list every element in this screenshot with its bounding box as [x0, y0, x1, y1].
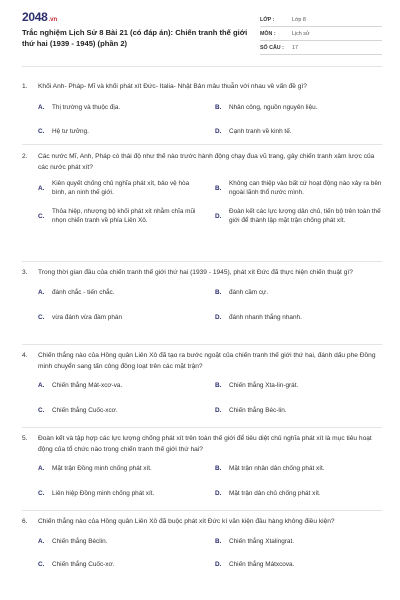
option-letter: D. — [215, 407, 222, 414]
option-letter: C. — [38, 127, 45, 135]
option-text: Mặt trận nhân dân chống phát xít. — [229, 465, 325, 472]
meta-key: LỚP : — [260, 16, 275, 23]
option-b[interactable] — [215, 103, 382, 112]
option-a[interactable] — [38, 103, 205, 112]
question-divider — [22, 144, 382, 145]
option-a[interactable] — [38, 179, 205, 197]
meta-value: 17 — [292, 44, 298, 51]
document-header — [22, 0, 382, 62]
option-letter: C. — [38, 407, 45, 414]
logo-name: 2048 — [22, 10, 48, 24]
question-text — [22, 434, 382, 455]
question-text — [22, 82, 382, 93]
option-a[interactable] — [38, 381, 205, 390]
option-letter: B. — [215, 288, 222, 296]
question-number: 4. — [22, 352, 28, 359]
option-b[interactable] — [215, 537, 382, 546]
option-text: Liên hiệp Đồng minh chống phát xít. — [52, 490, 155, 497]
option-text: Đoàn kết các lực lượng dân chủ, tiến bộ trên toàn thế giới để thành lập mặt trận chống phát xít. — [229, 208, 381, 224]
option-letter: B. — [215, 382, 222, 389]
question-text — [22, 517, 382, 528]
option-letter: C. — [38, 560, 45, 568]
option-letter: D. — [215, 313, 222, 321]
option-letter: A. — [38, 184, 45, 192]
option-text: Nhân công, nguồn nguyên liệu. — [229, 103, 318, 111]
option-text: đánh cầm cự. — [229, 288, 269, 296]
option-letter: D. — [215, 127, 222, 135]
logo-suffix: .vn — [48, 17, 58, 23]
option-c[interactable] — [38, 207, 205, 225]
meta-key: SỐ CÂU : — [260, 44, 284, 51]
option-letter: A. — [38, 103, 45, 111]
option-d[interactable] — [215, 489, 382, 498]
option-text: Mặt trận Đồng minh chống phát xít. — [52, 465, 152, 472]
option-text: Thị trường và thuộc địa. — [52, 103, 121, 111]
question-number: 3. — [22, 269, 28, 276]
option-a[interactable] — [38, 537, 205, 546]
option-d[interactable] — [215, 207, 382, 225]
option-b[interactable] — [215, 464, 382, 473]
question-body: Các nước Mĩ, Anh, Pháp có thái độ như thế nào trước hành động chạy đua vũ trang, gây chiến tranh xâm lược của các nước phát xít? — [38, 153, 375, 171]
option-a[interactable] — [38, 464, 205, 473]
options — [38, 288, 382, 322]
option-text: Hệ tư tưởng. — [52, 127, 89, 135]
option-b[interactable] — [215, 381, 382, 390]
question-4 — [22, 351, 382, 415]
options — [38, 381, 382, 415]
question-5 — [22, 434, 382, 498]
question-number: 6. — [22, 518, 28, 525]
header-divider — [22, 66, 382, 67]
option-letter: D. — [215, 212, 222, 220]
meta-row-count — [260, 41, 382, 55]
meta-row-subject — [260, 27, 382, 41]
option-text: Chiến thắng Béclin. — [52, 537, 108, 545]
option-text: Cạnh tranh về kinh tế. — [229, 127, 292, 135]
option-text: Thỏa hiệp, nhượng bộ khối phát xít nhằm chĩa mũi nhọn chiến tranh về phía Liên Xô. — [52, 208, 196, 224]
option-letter: A. — [38, 382, 45, 389]
question-divider — [22, 261, 382, 262]
option-b[interactable] — [215, 288, 382, 297]
question-body: Chiến thắng nào của Hồng quân Liên Xô đã buộc phát xít Đức kí văn kiện đầu hàng không điều kiện? — [38, 518, 335, 525]
options — [38, 179, 382, 225]
option-text: Chiến thắng Cuốc-xơ. — [52, 560, 115, 568]
option-letter: D. — [215, 490, 222, 497]
option-letter: A. — [38, 537, 45, 545]
option-text: Chiến thắng Mát-xcơ-va. — [52, 382, 123, 389]
options — [38, 537, 382, 569]
question-body: Chiến thắng nào của Hồng quân Liên Xô đã tạo ra bước ngoặt của chiến tranh thế giới thứ hai, đánh dấu phe Đồng minh chuyển sang tấn công đồng loạt trên các mặt trận? — [38, 352, 376, 370]
option-letter: C. — [38, 212, 45, 220]
option-c[interactable] — [38, 489, 205, 498]
question-6 — [22, 517, 382, 569]
option-d[interactable] — [215, 313, 382, 322]
option-letter: C. — [38, 490, 45, 497]
option-c[interactable] — [38, 127, 205, 136]
meta-row-grade — [260, 13, 382, 27]
question-divider — [22, 344, 382, 345]
header-left — [22, 10, 250, 62]
option-text: Không can thiệp vào bất cứ hoạt động nào xảy ra bên ngoài lãnh thổ nước mình. — [229, 180, 382, 196]
option-d[interactable] — [215, 560, 382, 569]
question-body: Khối Anh- Pháp- Mĩ và khối phát xít Đức- Italia- Nhật Bản mâu thuẫn với nhau về vấn đề gì? — [38, 83, 307, 90]
question-body: Đoàn kết và tập hợp các lực lượng chống phát xít trên toàn thế giới để tiêu diệt chủ nghĩa phát xít là mục tiêu hoạt động của tổ chức nào trong chiến tranh thế giới thứ hai? — [38, 435, 372, 453]
meta-key: MÔN : — [260, 30, 276, 37]
option-letter: B. — [215, 103, 222, 111]
option-text: Chiến thắng Xta-lin-grát. — [229, 382, 299, 389]
option-b[interactable] — [215, 179, 382, 197]
question-text — [22, 268, 382, 279]
option-c[interactable] — [38, 313, 205, 322]
question-divider — [22, 427, 382, 428]
question-body: Trong thời gian đầu của chiến tranh thế giới thứ hai (1939 - 1945), phát xít Đức đã thực hiện chiến thuật gì? — [38, 269, 353, 276]
options — [38, 464, 382, 498]
question-text — [22, 351, 382, 372]
meta-table — [260, 13, 382, 62]
option-text: Mặt trận dân chủ chống phát xít. — [229, 490, 321, 497]
question-number: 2. — [22, 153, 28, 160]
option-text: đánh chắc - tiến chắc. — [52, 288, 115, 296]
option-text: Kiên quyết chống chủ nghĩa phát xít, bảo vệ hòa bình, an ninh thế giới. — [52, 180, 190, 196]
question-3 — [22, 268, 382, 322]
meta-value: Lịch sử — [292, 30, 310, 37]
option-letter: B. — [215, 465, 222, 472]
question-number: 1. — [22, 83, 28, 90]
option-text: Chiến thắng Cuốc-xcơ. — [52, 407, 118, 414]
option-letter: B. — [215, 184, 222, 192]
meta-value: Lớp 8 — [292, 16, 306, 23]
option-letter: A. — [38, 465, 45, 472]
option-letter: C. — [38, 313, 45, 321]
question-text — [22, 152, 382, 173]
option-text: Chiến thắng Xtalingrat. — [229, 537, 295, 545]
option-c[interactable] — [38, 560, 205, 569]
question-divider — [22, 510, 382, 511]
option-text: Chiến thắng Béc-lin. — [229, 407, 287, 414]
option-d[interactable] — [215, 406, 382, 415]
document-title: Trắc nghiệm Lịch Sử 8 Bài 21 (có đáp án): Chiến tranh thế giới thứ hai (1939 - 1945) (phần 2) — [22, 28, 248, 48]
option-letter: D. — [215, 560, 222, 568]
question-2 — [22, 152, 382, 225]
site-logo[interactable] — [22, 10, 250, 24]
option-c[interactable] — [38, 406, 205, 415]
option-d[interactable] — [215, 127, 382, 136]
question-number: 5. — [22, 435, 28, 442]
question-1 — [22, 82, 382, 136]
option-text: Chiến thắng Mátxcova. — [229, 560, 295, 568]
option-text: đánh nhanh thắng nhanh. — [229, 313, 302, 321]
option-letter: B. — [215, 537, 222, 545]
option-text: vừa đánh vừa đàm phán — [52, 313, 123, 321]
option-letter: A. — [38, 288, 45, 296]
options — [38, 103, 382, 136]
option-a[interactable] — [38, 288, 205, 297]
